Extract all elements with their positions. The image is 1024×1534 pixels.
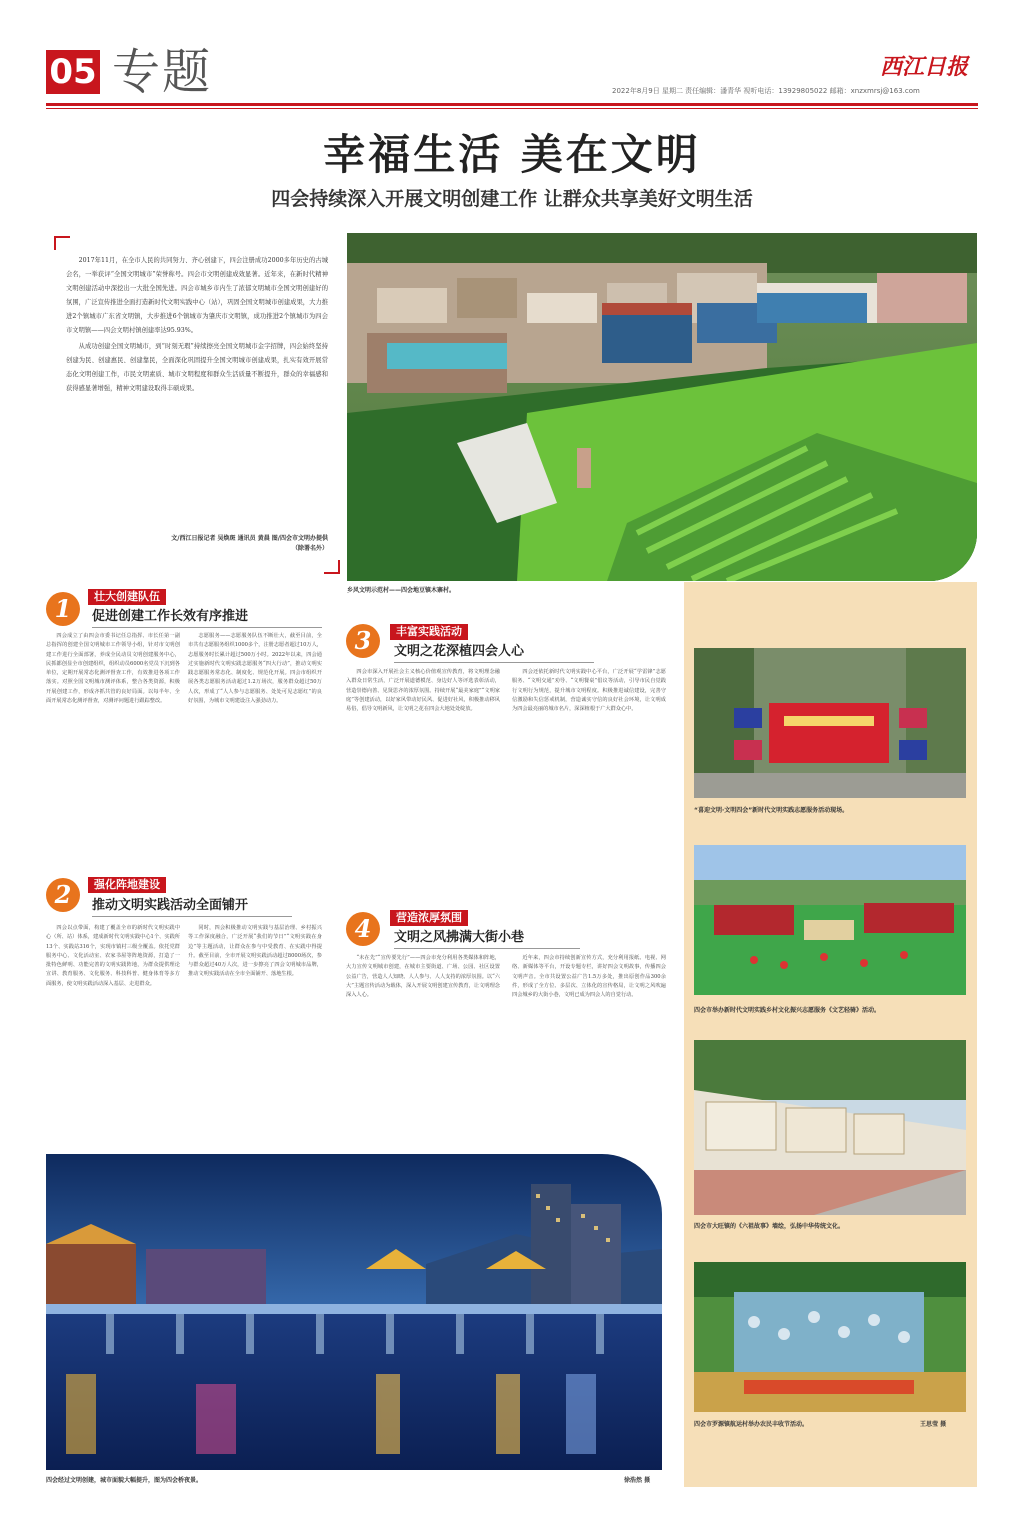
side-caption-1: “喜迎文明·文明四会”新时代文明实践志愿服务活动现场。 <box>694 807 849 814</box>
section-2-heading: 推动文明实践活动全面铺开 <box>92 897 292 917</box>
mural-wall-image <box>694 1040 966 1215</box>
intro-paragraph: 2017年11月，在全市人民的共同努力、齐心创建下，四会注册成功2000多年历史的古城会名，一举获评“全国文明城市”荣誉称号。四会市文明创建成效显著。近年来，在新时代精神文明创建活动中深挖出一大批全国先进。四会市城乡市内生了浓郁文明城市全国文明创建好的氛围，广泛宣传推进全面打造新时代文明实践中心（站），巩固全国文明城市创建成果，大力推进2个镇城市广东省文明镇，大步推进6个镇城市为肇庆市文明镇，成功推进2个镇城市为四会市文明镇——四会文明村镇创建率达95.93%。 <box>66 257 328 334</box>
side-caption-3: 四会市大旺镇的《六祖故事》墙绘，弘扬中华传统文化。 <box>694 1223 845 1230</box>
intro-paragraph: 从成功创建全国文明城市，到“时刻无瑕”持续擦亮全国文明城市金字招牌，四会始终坚持创建为民、创建惠民、创建靠民，全面深化巩固提升全国文明城市创建成果，扎实有效开展常态化文明创建工作，市民文明素质、城市文明程度和群众生活质量不断提升，群众的幸福感和获得感显著增强，精神文明建设取得丰硕成果。 <box>66 343 328 392</box>
section-3-column-2: 四会还依托新时代文明实践中心平台，广泛开展“学雷锋”志愿服务、“文明交通”劝导、“文明餐桌”倡议等活动，引导市民自觉践行文明行为规范，提升城市文明程度。积极推进诚信建设，完善守信激励和失信惩戒机制，营造诚实守信的良好社会环境，让文明成为四会最亮丽的城市名片，深深植根于广大群众心中。 <box>512 669 666 713</box>
section-4-column-1: “未在先”“宣传要先行”——四会市充分利用各类媒体和阵地，大力宣传文明城市创建，在城市主要街道、广场、公园、社区设置公益广告，营造人人知晓、人人参与、人人支持的浓厚氛围。以“六大”主题宣传活动为载体，深入开展文明创建宣传教育，让文明理念深入人心。 <box>346 955 500 999</box>
bridge-photo-caption: 四会经过文明创建，城市面貌大幅提升，图为四会桥夜景。 <box>46 1477 203 1484</box>
issue-meta: 2022年8月9日 星期二 责任编辑：潘青华 视听电话：13929805022 邮箱：xnzxmrsj@163.com <box>612 87 920 95</box>
section-1-column-1: 四会成立了由四会市委书记任总指挥、市长任第一副总指挥的创建全国文明城市工作领导小组，针对市文明创建工作进行全面部署，养成全民动员文明创建服务中心，民抓都创显全市创建组织，组织动员6000名党员下沉到各单位，定期开展常态化测评督查工作，有效推进各项工作落实。对照全国文明城市测评体系，整合各类资源，积极开展创建工作，形成齐抓共管的良好局面。以每半年、全面开展常态化测评督查，对测评问题进行跟踪整改。 <box>46 633 180 705</box>
side-credit-4: 王思莹 摄 <box>920 1421 947 1428</box>
intro-bracket-top <box>54 236 70 250</box>
aerial-village-photo <box>347 233 977 581</box>
section-1-number: 1 <box>46 592 80 626</box>
intro-text <box>66 254 328 398</box>
side-caption-4: 四会市罗源镇航运村举办农民丰收节活动。 <box>694 1421 809 1428</box>
intro-credit: 文/西江日报记者 吴焕斑 通讯员 黄晨 图/四会市文明办提供（除署名外） <box>171 535 328 552</box>
section-4-column-2: 近年来，四会市持续创新宣传方式，充分利用报纸、电视、网络、新媒体等平台，开设专题专栏，讲好四会文明故事，传播四会文明声音。全市共设置公益广告1.5万多处，推出原创作品300余件，形成了全方位、多层次、立体化的宣传格局，让文明之风吹遍四会城乡的大街小巷，文明已成为四会人的自觉行动。 <box>512 955 666 999</box>
harvest-festival-image <box>694 1262 966 1412</box>
side-caption-2: 四会市举办新时代文明实践乡村文化振兴志愿服务《文艺轻骑》活动。 <box>694 1007 881 1014</box>
side-photo-2 <box>694 845 966 995</box>
aerial-village-image <box>347 233 977 581</box>
section-title: 专题 <box>112 44 213 100</box>
section-3-number: 3 <box>346 624 380 658</box>
section-3-heading: 文明之花深植四会人心 <box>394 643 594 663</box>
cultural-performance-image <box>694 845 966 995</box>
side-photo-1 <box>694 648 966 798</box>
section-1-heading: 促进创建工作长效有序推进 <box>92 608 322 628</box>
section-2-number: 2 <box>46 878 80 912</box>
bridge-night-image <box>46 1154 662 1470</box>
headline-title: 幸福生活 美在文明 <box>323 130 701 179</box>
newspaper-logo: 西江日报 <box>880 54 969 80</box>
section-1-tag: 壮大创建队伍 <box>88 589 166 605</box>
header-rule <box>46 103 978 106</box>
section-2-column-2: 同时，四会积极推动文明实践与基层治理、乡村振兴等工作深度融合，广泛开展“我们的节日”“文明实践在身边”等主题活动，让群众在参与中受教育、在实践中得提升。截至目前，全市开展文明实践活动超过8000场次，参与群众超过40万人次，进一步擦亮了四会文明城市品牌，推动文明实践活动在全市全面铺开、落地生根。 <box>188 925 322 978</box>
volunteer-event-image <box>694 648 966 798</box>
bridge-photo-credit: 徐浩然 摄 <box>624 1477 651 1484</box>
header-rule-thin <box>46 108 978 109</box>
intro-bracket-bottom <box>324 560 340 574</box>
section-4-heading: 文明之风拂满大街小巷 <box>394 929 580 949</box>
bridge-night-photo <box>46 1154 662 1470</box>
aerial-photo-caption: 乡风文明示范村——四会地豆镇木寨村。 <box>347 587 456 594</box>
section-4-number: 4 <box>346 912 380 946</box>
section-3-tag: 丰富实践活动 <box>390 624 468 640</box>
page-number: 05 <box>46 50 100 94</box>
side-photo-4 <box>694 1262 966 1412</box>
section-4-tag: 营造浓厚氛围 <box>390 910 468 926</box>
section-2-tag: 强化阵地建设 <box>88 877 166 893</box>
side-photo-3 <box>694 1040 966 1215</box>
section-1-column-2: 志愿服务——志愿服务队伍不断壮大，截至目前，全市共有志愿服务组织1000多个，注册志愿者超过10万人，志愿服务时长累计超过500万小时。2022年以来，四会通过实施新时代文明实践志愿服务“四大行动”，推动文明实践志愿服务常态化、制度化、规范化开展。四会市组织开展各类志愿服务活动超过1.2万场次，服务群众超过50万人次，形成了“人人参与志愿服务、处处可见志愿红”的良好氛围，为城市文明建设注入强劲动力。 <box>188 633 322 705</box>
section-2-column-1: 四会以点带面，构建了覆盖全市的新时代文明实践中心（所、站）体系，建成新时代文明实践中心1个、实践所13个、实践站316个，实现市镇村三级全覆盖。依托党群服务中心、文化活动室、农家书屋等阵地资源，打造了一批特色鲜明、功能完善的文明实践阵地，为群众提供理论宣讲、教育服务、文化服务、科技科普、健身体育等多方面服务，使文明实践活动深入基层、走进群众。 <box>46 925 180 987</box>
headline-subtitle: 四会持续深入开展文明创建工作 让群众共享美好文明生活 <box>271 188 753 210</box>
section-3-column-1: 四会市深入开展社会主义核心价值观宣传教育，将文明理念融入群众日常生活，广泛开展道德模范、身边好人等评选表彰活动，营造崇德向善、见贤思齐的浓厚氛围。持续开展“最美家庭”“文明家庭”等创建活动，以好家风带动好民风、促进好社风，积极推动移风易俗，倡导文明新风，让文明之花在四会大地处处绽放。 <box>346 669 500 713</box>
